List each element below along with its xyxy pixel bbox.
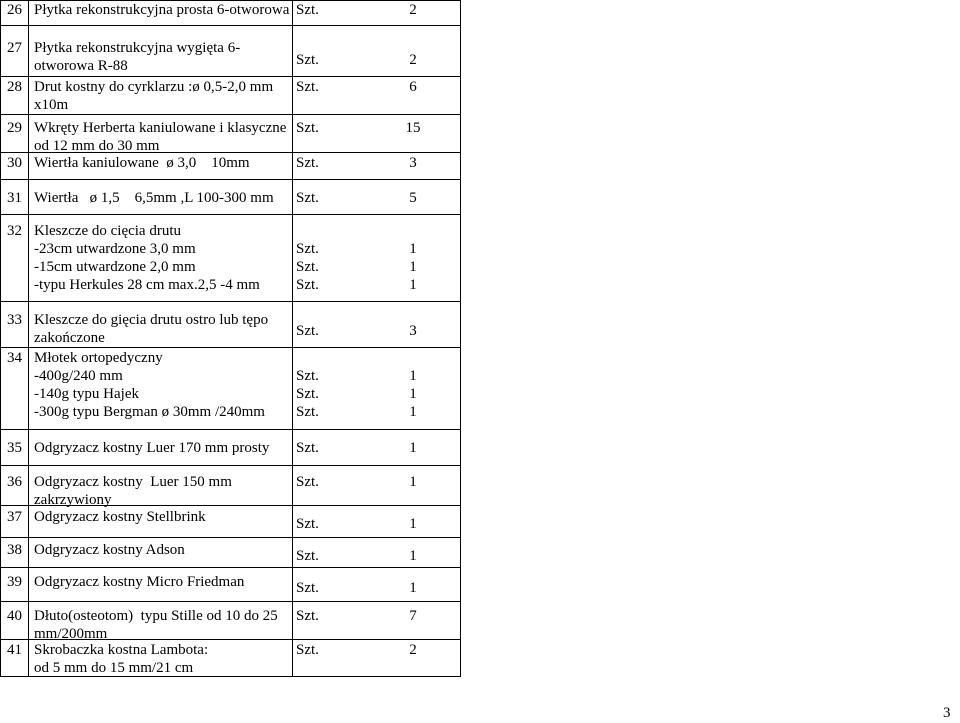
item-name-line: od 5 mm do 15 mm/21 cm [34,660,194,676]
unit-label: Szt. [296,190,319,206]
quantity-value: 2 [409,2,417,18]
unit-label: Szt. [296,580,319,596]
quantity-value: 6 [409,79,417,95]
column-divider [292,0,293,677]
unit-cell [296,78,356,96]
quantity-value: 1 [409,241,417,257]
item-name-line: Odgryzacz kostny Adson [34,542,185,558]
row-number: 40 [7,608,22,624]
quantity-value: 3 [409,155,417,171]
quantity-value: 7 [409,608,417,624]
unit-cell [296,515,356,533]
quantity-cell [395,189,431,207]
row-number: 38 [7,542,22,558]
row-number: 35 [7,440,22,456]
item-name [34,222,291,294]
table-row [0,568,461,602]
unit-cell [296,119,356,137]
quantity-cell [395,515,431,533]
quantity-cell [395,78,431,96]
item-name-line: Odgryzacz kostny Micro Friedman [34,574,245,590]
quantity-cell [395,119,431,137]
item-name-line: Odgryzacz kostny Stellbrink [34,509,206,525]
unit-label: Szt. [296,155,319,171]
item-name [34,473,291,509]
quantity-cell [395,607,431,625]
row-number: 37 [7,509,22,525]
quantity-value: 1 [409,516,417,532]
unit-cell [296,240,356,294]
table-row [0,180,461,215]
quantity-cell [395,473,431,491]
item-name-line: -15cm utwardzone 2,0 mm [34,259,196,275]
item-name [34,641,291,677]
quantity-value: 1 [409,404,417,420]
quantity-value: 1 [409,440,417,456]
table-row [0,302,461,348]
row-number: 28 [7,79,22,95]
quantity-cell [395,240,431,294]
item-name-line: Wiertła ø 1,5 6,5mm ,L 100-300 mm [34,190,274,206]
table-row [0,466,461,506]
item-name-line: Dłuto(osteotom) typu Stille od 10 do 25 [34,608,278,624]
item-name [34,541,291,559]
table-row [0,538,461,568]
row-number: 34 [7,350,22,366]
quantity-cell [395,367,431,421]
item-name-line: Odgryzacz kostny Luer 150 mm [34,474,232,490]
item-name-line: -400g/240 mm [34,368,123,384]
table-row [0,153,461,180]
item-name-line: Płytka rekonstrukcyjna prosta 6-otworowa [34,2,290,18]
table-row [0,215,461,302]
item-name-line: Kleszcze do cięcia drutu [34,223,182,239]
quantity-value: 1 [409,259,417,275]
quantity-value: 5 [409,190,417,206]
quantity-value: 2 [409,642,417,658]
item-name [34,189,291,207]
row-number: 26 [7,2,22,18]
column-divider [28,0,29,677]
unit-label: Szt. [296,277,319,293]
table-row [0,640,461,677]
table-right-border [460,0,461,677]
quantity-cell [395,1,431,19]
unit-label: Szt. [296,642,319,658]
unit-label: Szt. [296,52,319,68]
item-name-line: -300g typu Bergman ø 30mm /240mm [34,404,265,420]
unit-cell [296,189,356,207]
row-number: 36 [7,474,22,490]
row-number: 29 [7,120,22,136]
table-row [0,26,461,77]
row-number: 33 [7,312,22,328]
item-name-line: Odgryzacz kostny Luer 170 mm prosty [34,440,270,456]
item-name-line: Kleszcze do gięcia drutu ostro lub tępo [34,312,269,328]
unit-cell [296,473,356,491]
unit-label: Szt. [296,608,319,624]
quantity-value: 1 [409,368,417,384]
item-name [34,349,291,421]
item-name-line: -140g typu Hajek [34,386,139,402]
item-name-line: Drut kostny do cyrklarzu :ø 0,5-2,0 mm [34,79,274,95]
item-name [34,1,291,19]
item-name [34,573,291,591]
unit-cell [296,367,356,421]
quantity-cell [395,154,431,172]
row-number: 41 [7,642,22,658]
unit-label: Szt. [296,323,319,339]
unit-cell [296,607,356,625]
table-row [0,0,461,26]
item-name [34,154,291,172]
unit-cell [296,154,356,172]
item-name [34,311,291,347]
item-name-line: x10m [34,97,69,113]
unit-label: Szt. [296,259,319,275]
unit-cell [296,439,356,457]
row-number: 27 [7,40,22,56]
item-name-line: zakończone [34,330,105,346]
item-name [34,439,291,457]
item-name-line: zakrzywiony [34,492,112,508]
item-name [34,607,291,643]
item-name-line: -typu Herkules 28 cm max.2,5 -4 mm [34,277,260,293]
quantity-value: 1 [409,580,417,596]
quantity-value: 1 [409,277,417,293]
unit-label: Szt. [296,474,319,490]
quantity-value: 1 [409,386,417,402]
unit-label: Szt. [296,79,319,95]
row-number: 31 [7,190,22,206]
page-number: 3 [943,705,951,721]
unit-label: Szt. [296,241,319,257]
table-row [0,348,461,430]
item-name-line: Wkręty Herberta kaniulowane i klasyczne [34,120,287,136]
item-name-line: Wiertła kaniulowane ø 3,0 10mm [34,155,250,171]
item-name [34,39,291,75]
item-name-line: -23cm utwardzone 3,0 mm [34,241,196,257]
table-row [0,602,461,640]
unit-cell [296,547,356,565]
item-name [34,508,291,526]
item-name-line: otworowa R-88 [34,58,128,74]
quantity-value: 15 [405,120,421,136]
quantity-cell [395,439,431,457]
item-name-line: od 12 mm do 30 mm [34,138,160,154]
unit-cell [296,51,356,69]
table-row [0,77,461,115]
unit-label: Szt. [296,404,319,420]
quantity-value: 2 [409,52,417,68]
unit-label: Szt. [296,368,319,384]
unit-label: Szt. [296,2,319,18]
quantity-value: 3 [409,323,417,339]
table-left-border [0,0,1,677]
unit-label: Szt. [296,440,319,456]
equipment-table [0,0,461,677]
item-name [34,119,291,155]
unit-cell [296,579,356,597]
item-name [34,78,291,114]
unit-cell [296,641,356,659]
table-row [0,430,461,466]
unit-label: Szt. [296,386,319,402]
unit-label: Szt. [296,120,319,136]
item-name-line: Płytka rekonstrukcyjna wygięta 6- [34,40,241,56]
quantity-cell [395,51,431,69]
unit-cell [296,322,356,340]
row-number: 32 [7,223,22,239]
table-row [0,506,461,538]
item-name-line: Młotek ortopedyczny [34,350,163,366]
row-number: 30 [7,155,22,171]
quantity-cell [395,322,431,340]
unit-label: Szt. [296,548,319,564]
quantity-cell [395,547,431,565]
quantity-value: 1 [409,548,417,564]
quantity-cell [395,641,431,659]
item-name-line: Skrobaczka kostna Lambota: [34,642,209,658]
unit-cell [296,1,356,19]
item-name-line: mm/200mm [34,626,108,642]
unit-label: Szt. [296,516,319,532]
row-number: 39 [7,574,22,590]
quantity-cell [395,579,431,597]
table-row [0,115,461,153]
quantity-value: 1 [409,474,417,490]
